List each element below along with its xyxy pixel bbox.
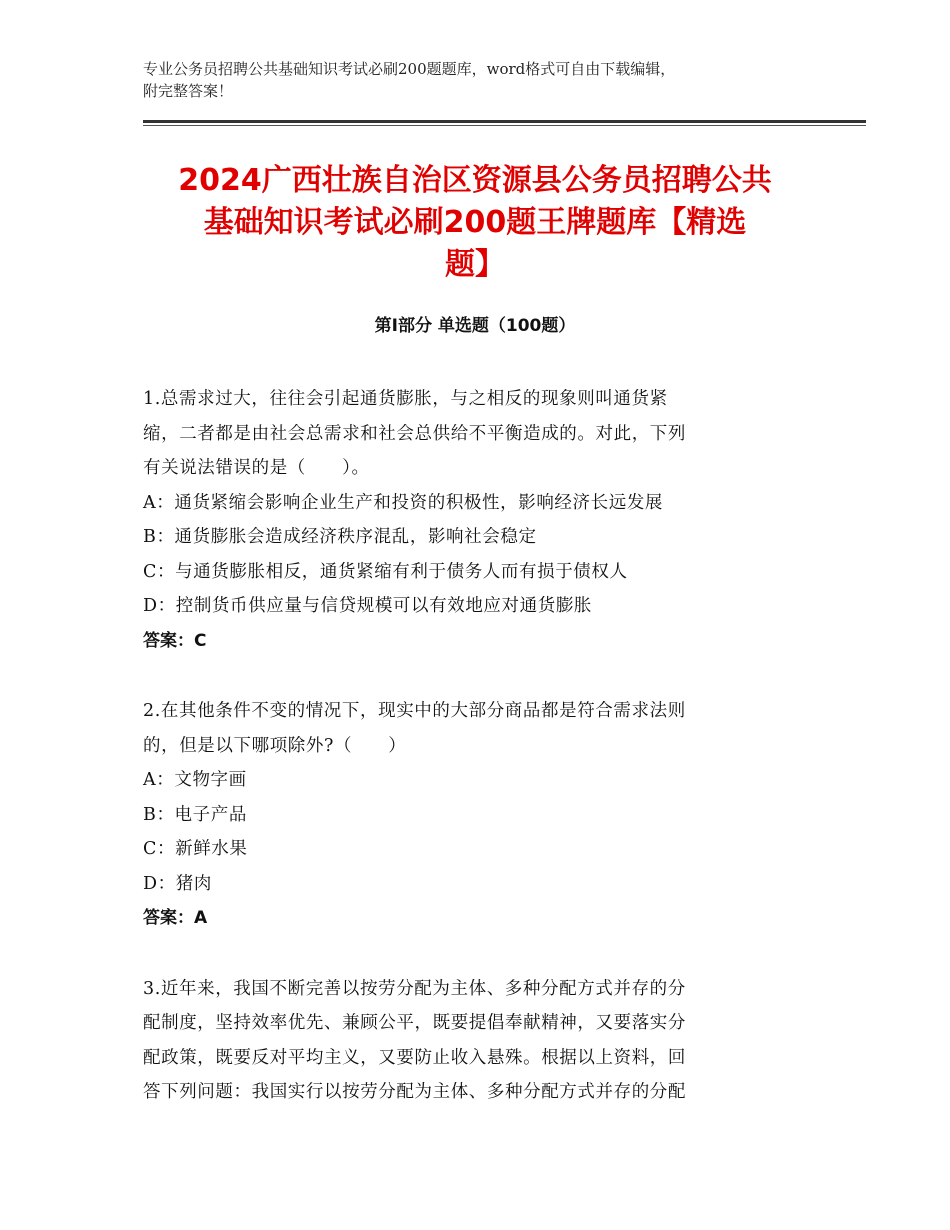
answer: 答案：C (143, 630, 207, 651)
document-title (110, 160, 840, 286)
option-d: D：猪肉 (143, 873, 212, 894)
question-2 (143, 694, 803, 936)
question-stem-line: 2.在其他条件不变的情况下，现实中的大部分商品都是符合需求法则 (143, 701, 686, 721)
option-a: A：通货紧缩会影响企业生产和投资的积极性，影响经济长远发展 (143, 492, 664, 513)
question-stem-line: 有关说法错误的是（ ）。 (143, 458, 370, 478)
header-note-line: 专业公务员招聘公共基础知识考试必刷200题题库，word格式可自由下载编辑， (143, 60, 676, 78)
question-stem-line: 缩，二者都是由社会总需求和社会总供给不平衡造成的。对此，下列 (143, 423, 686, 444)
question-1 (143, 382, 803, 658)
option-c: C：新鲜水果 (143, 839, 248, 859)
option-a: A：文物字画 (143, 770, 247, 790)
option-c: C：与通货膨胀相反，通货紧缩有利于债务人而有损于债权人 (143, 561, 628, 582)
answer: 答案：A (143, 908, 208, 928)
header-note-line: 附完整答案！ (143, 82, 234, 100)
question-list (143, 382, 803, 1146)
question-stem-line: 1.总需求过大，往往会引起通货膨胀，与之相反的现象则叫通货紧 (143, 389, 668, 409)
option-d: D：控制货币供应量与信贷规模可以有效地应对通货膨胀 (143, 596, 593, 616)
title-line: 基础知识考试必刷200题王牌题库【精选 (203, 205, 747, 240)
header-note (143, 58, 823, 102)
question-stem-line: 配政策，既要反对平均主义，又要防止收入悬殊。根据以上资料，回 (143, 1047, 686, 1068)
header-divider (143, 120, 866, 123)
option-b: B：通货膨胀会造成经济秩序混乱，影响社会稳定 (143, 527, 537, 547)
question-stem-line: 3.近年来，我国不断完善以按劳分配为主体、多种分配方式并存的分 (143, 978, 686, 999)
title-line: 2024广西壮族自治区资源县公务员招聘公共 (178, 163, 772, 198)
section-title: 第Ⅰ部分 单选题（100题） (374, 316, 576, 336)
option-b: B：电子产品 (143, 804, 247, 825)
question-3 (143, 972, 803, 1110)
question-stem-line: 配制度，坚持效率优先、兼顾公平，既要提倡奉献精神，又要落实分 (143, 1013, 686, 1033)
question-stem-line: 答下列问题：我国实行以按劳分配为主体、多种分配方式并存的分配 (143, 1082, 686, 1102)
title-line: 题】 (445, 247, 505, 282)
question-stem-line: 的，但是以下哪项除外?（ ） (143, 735, 407, 756)
header-divider-thin (143, 125, 866, 126)
